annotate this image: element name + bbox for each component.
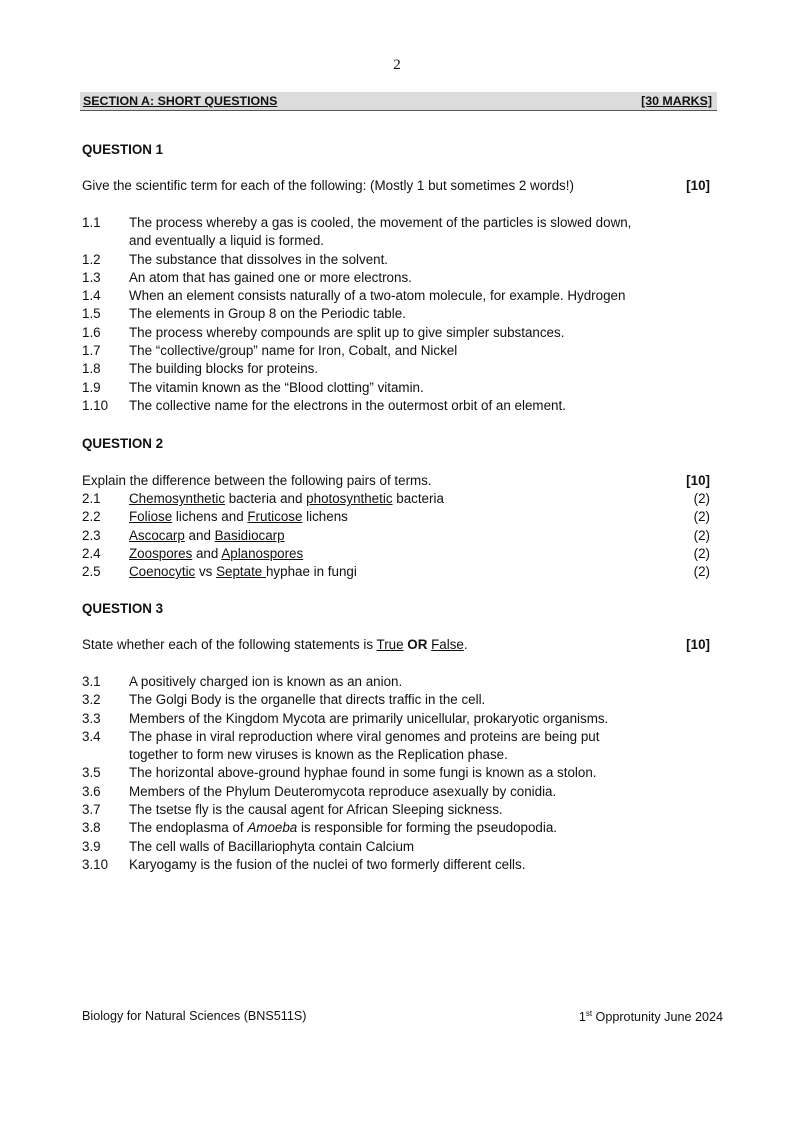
item-text: The cell walls of Bacillariophyta contain Calcium	[129, 838, 415, 854]
item-marks: (2)	[693, 545, 710, 561]
item-text: When an element consists naturally of a two-atom molecule, for example. Hydrogen	[129, 288, 626, 304]
item-text: The building blocks for proteins.	[129, 361, 319, 377]
list-item	[82, 545, 710, 563]
list-item	[82, 691, 710, 709]
item-text: The elements in Group 8 on the Periodic table.	[129, 306, 406, 322]
section-header	[80, 92, 717, 111]
question-3-marks: [10]	[686, 637, 710, 652]
question-3-list	[82, 673, 710, 874]
question-2-instruction	[82, 473, 710, 488]
list-item	[82, 728, 710, 765]
question-1-instruction-text: Give the scientific term for each of the following: (Mostly 1 but sometimes 2 words!)	[82, 178, 574, 193]
item-marks: (2)	[693, 509, 710, 525]
item-text: The endoplasma of Amoeba is responsible for forming the pseudopodia.	[129, 820, 558, 836]
item-number: 3.6	[82, 783, 101, 799]
item-text: Ascocarp and Basidiocarp	[129, 527, 285, 543]
question-1-list	[82, 214, 710, 415]
item-number: 1.5	[82, 306, 101, 322]
item-number: 3.3	[82, 710, 101, 726]
page-number: 2	[393, 57, 401, 73]
item-number: 2.2	[82, 509, 101, 525]
item-text: Zoospores and Aplanospores	[129, 545, 304, 561]
item-number: 3.8	[82, 820, 101, 836]
list-item	[82, 838, 710, 856]
item-text: The tsetse fly is the causal agent for African Sleeping sickness.	[129, 802, 503, 818]
list-item	[82, 563, 710, 581]
item-number: 2.5	[82, 564, 101, 580]
item-text: Members of the Kingdom Mycota are primarily unicellular, prokaryotic organisms.	[129, 710, 609, 726]
item-text: Foliose lichens and Fruticose lichens	[129, 509, 348, 525]
item-number: 3.4	[82, 728, 101, 744]
item-text: The phase in viral reproduction where viral genomes and proteins are being put together to form new viruses is known as the Replication phase.	[129, 728, 600, 763]
item-text: The process whereby compounds are split up to give simpler substances.	[129, 324, 565, 340]
item-text: An atom that has gained one or more electrons.	[129, 269, 412, 285]
list-item	[82, 856, 710, 874]
item-number: 3.10	[82, 856, 109, 872]
item-number: 3.7	[82, 802, 101, 818]
item-number: 2.4	[82, 545, 101, 561]
question-3-heading: QUESTION 3	[82, 601, 164, 616]
list-item	[82, 342, 710, 360]
item-marks: (2)	[693, 491, 710, 506]
list-item	[82, 710, 710, 728]
item-number: 1.7	[82, 343, 101, 359]
question-2-list	[82, 490, 710, 581]
footer-opportunity: 1st Opprotunity June 2024	[578, 1009, 723, 1025]
list-item	[82, 783, 710, 801]
item-number: 2.3	[82, 527, 101, 543]
item-number: 1.9	[82, 379, 101, 395]
question-1-marks: [10]	[686, 178, 710, 193]
list-item	[82, 819, 710, 837]
list-item	[82, 379, 710, 397]
question-3-instruction-text: State whether each of the following statements is True OR False.	[82, 637, 468, 652]
item-number: 1.3	[82, 269, 101, 285]
item-number: 1.1	[82, 215, 101, 230]
list-item	[82, 305, 710, 323]
item-number: 1.8	[82, 361, 101, 377]
item-marks: (2)	[693, 527, 710, 543]
list-item	[82, 801, 710, 819]
item-number: 3.1	[82, 674, 101, 689]
question-1-heading: QUESTION 1	[82, 142, 164, 157]
item-number: 1.6	[82, 324, 101, 340]
item-number: 1.2	[82, 251, 101, 267]
item-text: Coenocytic vs Septate hyphae in fungi	[129, 564, 357, 580]
section-title: SECTION A: SHORT QUESTIONS	[83, 94, 278, 108]
question-3-instruction	[82, 637, 710, 652]
item-text: The process whereby a gas is cooled, the movement of the particles is slowed down, and eventually a liquid is formed.	[129, 215, 632, 249]
list-item	[82, 490, 710, 508]
list-item	[82, 397, 710, 415]
item-text: A positively charged ion is known as an anion.	[129, 674, 403, 689]
list-item	[82, 287, 710, 305]
list-item	[82, 251, 710, 269]
item-number: 3.5	[82, 765, 101, 781]
list-item	[82, 360, 710, 378]
list-item	[82, 214, 710, 251]
item-number: 1.4	[82, 288, 101, 304]
item-text: Karyogamy is the fusion of the nuclei of two formerly different cells.	[129, 856, 526, 872]
item-text: Members of the Phylum Deuteromycota reproduce asexually by conidia.	[129, 783, 557, 799]
item-text: The vitamin known as the “Blood clotting” vitamin.	[129, 379, 424, 395]
item-marks: (2)	[693, 564, 710, 580]
question-2-marks: [10]	[686, 473, 710, 488]
list-item	[82, 527, 710, 545]
list-item	[82, 269, 710, 287]
question-1-instruction	[82, 178, 710, 193]
item-number: 3.2	[82, 692, 101, 708]
item-text: The substance that dissolves in the solvent.	[129, 251, 389, 267]
item-number: 1.10	[82, 397, 109, 413]
item-text: The “collective/group” name for Iron, Cobalt, and Nickel	[129, 343, 458, 359]
section-marks: [30 MARKS]	[641, 94, 712, 108]
list-item	[82, 673, 710, 691]
item-text: Chemosynthetic bacteria and photosynthetic bacteria	[129, 491, 444, 506]
item-text: The collective name for the electrons in the outermost orbit of an element.	[129, 397, 566, 413]
list-item	[82, 324, 710, 342]
footer-course: Biology for Natural Sciences (BNS511S)	[82, 1009, 307, 1023]
list-item	[82, 764, 710, 782]
item-text: The horizontal above-ground hyphae found in some fungi is known as a stolon.	[129, 765, 597, 781]
item-number: 3.9	[82, 838, 101, 854]
question-2-heading: QUESTION 2	[82, 436, 164, 451]
list-item	[82, 508, 710, 526]
item-number: 2.1	[82, 491, 101, 506]
item-text: The Golgi Body is the organelle that directs traffic in the cell.	[129, 692, 486, 708]
question-2-instruction-text: Explain the difference between the following pairs of terms.	[82, 473, 432, 488]
